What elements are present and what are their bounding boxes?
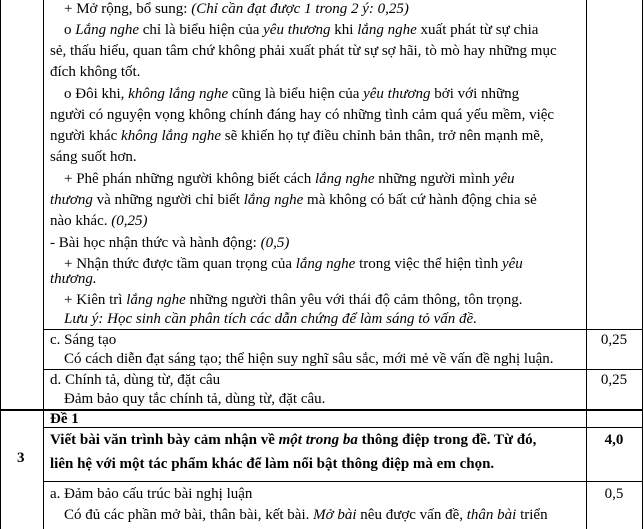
text-span: + Nhận thức được tầm quan trọng của (64, 256, 296, 272)
text-span: khi (330, 22, 358, 38)
task-line-1 (50, 431, 536, 450)
row-divider-question-3 (0, 409, 643, 411)
term-lang-nghe: lắng nghe (314, 171, 375, 187)
expand-prefix: + Mở rộng, bổ sung: (64, 1, 192, 17)
p3-line-1 (64, 170, 515, 189)
term-lang-nghe: lắng nghe (295, 256, 356, 272)
lesson-line-3: thương. (50, 271, 97, 287)
term-lang-nghe: lắng nghe (126, 292, 186, 308)
sang-tao-desc: Có cách diễn đạt sáng tạo; thể hiện suy nghĩ sâu sắc, mới mẻ về vấn đề nghị luận. (64, 351, 554, 367)
text-span: và những người chỉ biết (92, 192, 244, 208)
p1-line-1 (64, 21, 538, 40)
text-span: bởi với những (430, 86, 520, 102)
question-number: 3 (17, 450, 25, 466)
text-span: Viết bài văn trình bày cảm nhận về (50, 432, 279, 448)
text-span: xuất phát từ sự chia (416, 22, 539, 38)
expand-note: (Chỉ cần đạt được 1 trong 2 ý: 0,25) (191, 1, 409, 17)
text-span: + Kiên trì (64, 292, 127, 308)
term-khong-lang-nghe: không lắng nghe (121, 128, 222, 144)
term-yeu-thuong: yêu thương (263, 22, 331, 38)
col-line-left (0, 0, 1, 529)
p2-line-3 (50, 127, 544, 146)
text-span: chỉ là biểu hiện của (139, 22, 264, 38)
text-span: những người mình (374, 171, 494, 187)
row-divider-structure (43, 481, 643, 482)
row-divider-chinh-ta (43, 369, 643, 370)
text-span: nêu được vấn đề, (356, 507, 467, 523)
chinh-ta-score: 0,25 (600, 372, 628, 388)
p1-line-3: đích không tốt. (50, 64, 141, 80)
text-span: o Đôi khi, (64, 86, 129, 102)
task-score: 4,0 (604, 432, 624, 448)
expand-line (64, 0, 409, 19)
text-span: triển (516, 507, 548, 523)
emph-mot-trong-ba: một trong ba (278, 432, 358, 448)
sang-tao-score: 0,25 (600, 332, 628, 348)
text-span: - Bài học nhận thức và hành động: (50, 235, 261, 251)
p2-line-1 (64, 85, 519, 104)
term-than-bai: thân bài (466, 507, 517, 523)
bullet: o (64, 22, 76, 38)
term-lang-nghe: Lắng nghe (75, 22, 139, 38)
p3-line-2 (50, 191, 537, 210)
structure-desc (64, 506, 548, 525)
text-span: nào khác. (50, 213, 112, 229)
lesson-line-4 (64, 291, 522, 310)
text-span: thông điệp trong đề. Từ đó, (357, 432, 537, 448)
text-span: Có đủ các phần mở bài, thân bài, kết bài. (64, 507, 314, 523)
score-note: (0,25) (111, 213, 148, 229)
lesson-line-2 (64, 255, 523, 274)
text-span: người khác (50, 128, 122, 144)
row-divider-sang-tao (43, 329, 643, 330)
lesson-line-1 (50, 234, 289, 253)
text-span: những người thân yêu với thái độ cảm thông, tôn trọng. (185, 292, 523, 308)
structure-score: 0,5 (604, 486, 624, 502)
task-line-2: liên hệ với một tác phẩm khác để làm nổi bật thông điệp mà em chọn. (50, 456, 495, 472)
de-title: Đề 1 (50, 411, 79, 427)
term-thuong: thương (50, 192, 93, 208)
text-span: sẽ khiến họ tự điều chỉnh bản thân, trở nên mạnh mẽ, (221, 128, 544, 144)
chinh-ta-title: d. Chính tả, dùng từ, đặt câu (50, 372, 221, 388)
score-note: (0,5) (260, 235, 290, 251)
p1-line-2: sẻ, thấu hiểu, quan tâm chứ không phải xuất phát từ sự sợ hãi, tò mò hay những mục (50, 43, 557, 59)
term-mo-bai: Mở bài (313, 507, 357, 523)
sang-tao-title: c. Sáng tạo (50, 332, 117, 348)
p2-line-2: người có nguyện vọng không chính đáng hay có những tình cảm quá yếu mềm, việc (50, 107, 555, 123)
text-span: cũng là biểu hiện của (228, 86, 364, 102)
p2-line-4: sáng suốt hơn. (50, 149, 137, 165)
term-yeu-thuong: yêu thương (363, 86, 431, 102)
chinh-ta-desc: Đảm bảo quy tắc chính tả, dùng từ, đặt câu. (64, 391, 326, 407)
col-line-number (43, 0, 44, 529)
p3-line-3 (50, 212, 147, 231)
col-line-right (642, 0, 643, 529)
note-line: Lưu ý: Học sinh cần phân tích các dẫn chứng để làm sáng tỏ vấn đề. (64, 311, 477, 327)
text-span: + Phê phán những người không biết cách (64, 171, 315, 187)
text-span: mà không có bất cứ hành động chia sẻ (303, 192, 537, 208)
term-lang-nghe: lắng nghe (357, 22, 417, 38)
row-divider-task (43, 427, 643, 428)
term-lang-nghe: lắng nghe (243, 192, 304, 208)
structure-title: a. Đảm bảo cấu trúc bài nghị luận (50, 486, 253, 502)
text-span: trong việc thể hiện tình (355, 256, 502, 272)
term-yeu: yêu (501, 256, 523, 272)
term-yeu: yêu (493, 171, 515, 187)
term-khong-lang-nghe: không lắng nghe (128, 86, 229, 102)
